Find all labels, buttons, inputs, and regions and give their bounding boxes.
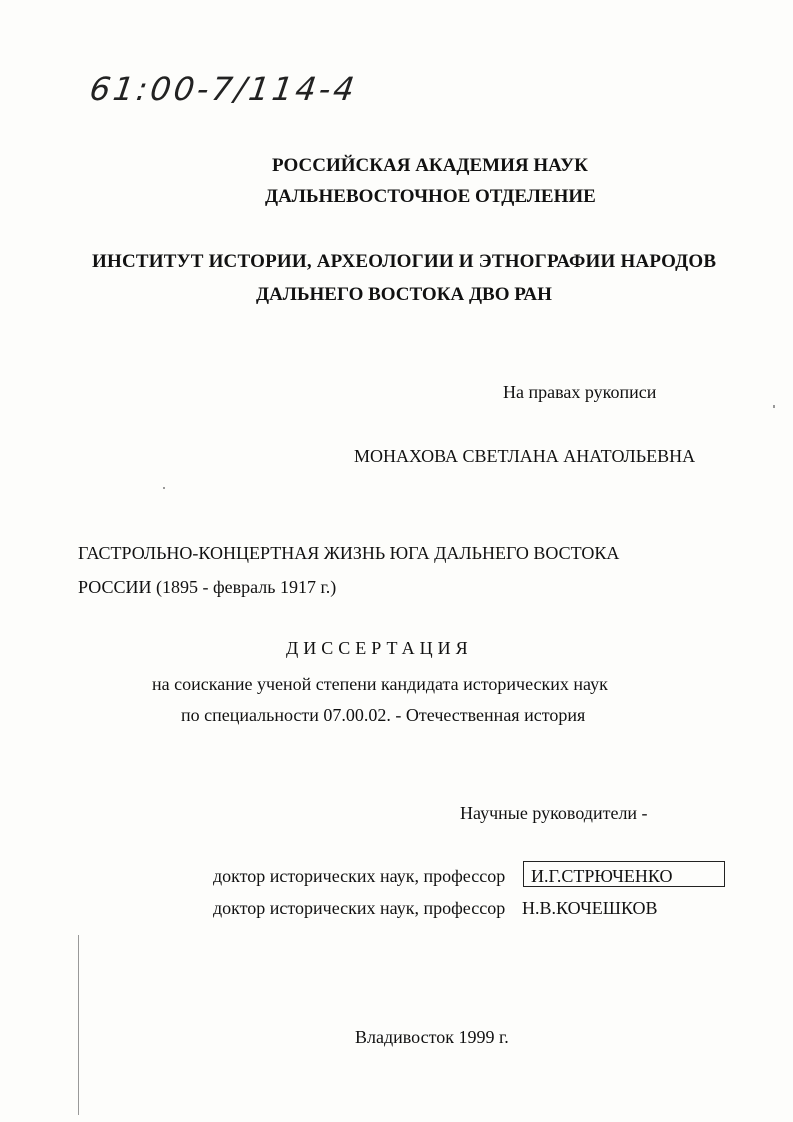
thesis-title-line1: ГАСТРОЛЬНО-КОНЦЕРТНАЯ ЖИЗНЬ ЮГА ДАЛЬНЕГО ВОСТОКА xyxy=(78,543,620,563)
scan-speck xyxy=(773,405,775,408)
academy-heading: РОССИЙСКАЯ АКАДЕМИЯ НАУК xyxy=(272,155,588,176)
supervisor-name-1: И.Г.СТРЮЧЕНКО xyxy=(531,866,673,886)
degree-line1: на соискание ученой степени кандидата исторических наук xyxy=(152,674,608,694)
supervisors-heading: Научные руководители - xyxy=(460,803,648,823)
institute-heading-line1: ИНСТИТУТ ИСТОРИИ, АРХЕОЛОГИИ И ЭТНОГРАФИИ НАРОДОВ xyxy=(92,251,717,272)
scan-speck xyxy=(163,487,165,489)
supervisor-title-2: доктор исторических наук, профессор xyxy=(213,898,506,918)
scan-edge-line xyxy=(78,935,79,1115)
document-type: ДИССЕРТАЦИЯ xyxy=(286,638,473,658)
thesis-title-line2: РОССИИ (1895 - февраль 1917 г.) xyxy=(78,577,337,597)
branch-heading: ДАЛЬНЕВОСТОЧНОЕ ОТДЕЛЕНИЕ xyxy=(265,186,596,207)
supervisor-title-1: доктор исторических наук, профессор xyxy=(213,866,506,886)
degree-line2: по специальности 07.00.02. - Отечественная история xyxy=(181,705,586,725)
supervisor-name-2: Н.В.КОЧЕШКОВ xyxy=(522,898,658,918)
handwritten-catalog-code: 61:00-7/114-4 xyxy=(87,70,360,108)
institute-heading-line2: ДАЛЬНЕГО ВОСТОКА ДВО РАН xyxy=(256,284,552,305)
place-and-year: Владивосток 1999 г. xyxy=(355,1027,509,1047)
author-name: МОНАХОВА СВЕТЛАНА АНАТОЛЬЕВНА xyxy=(354,446,696,466)
manuscript-note: На правах рукописи xyxy=(503,382,657,402)
